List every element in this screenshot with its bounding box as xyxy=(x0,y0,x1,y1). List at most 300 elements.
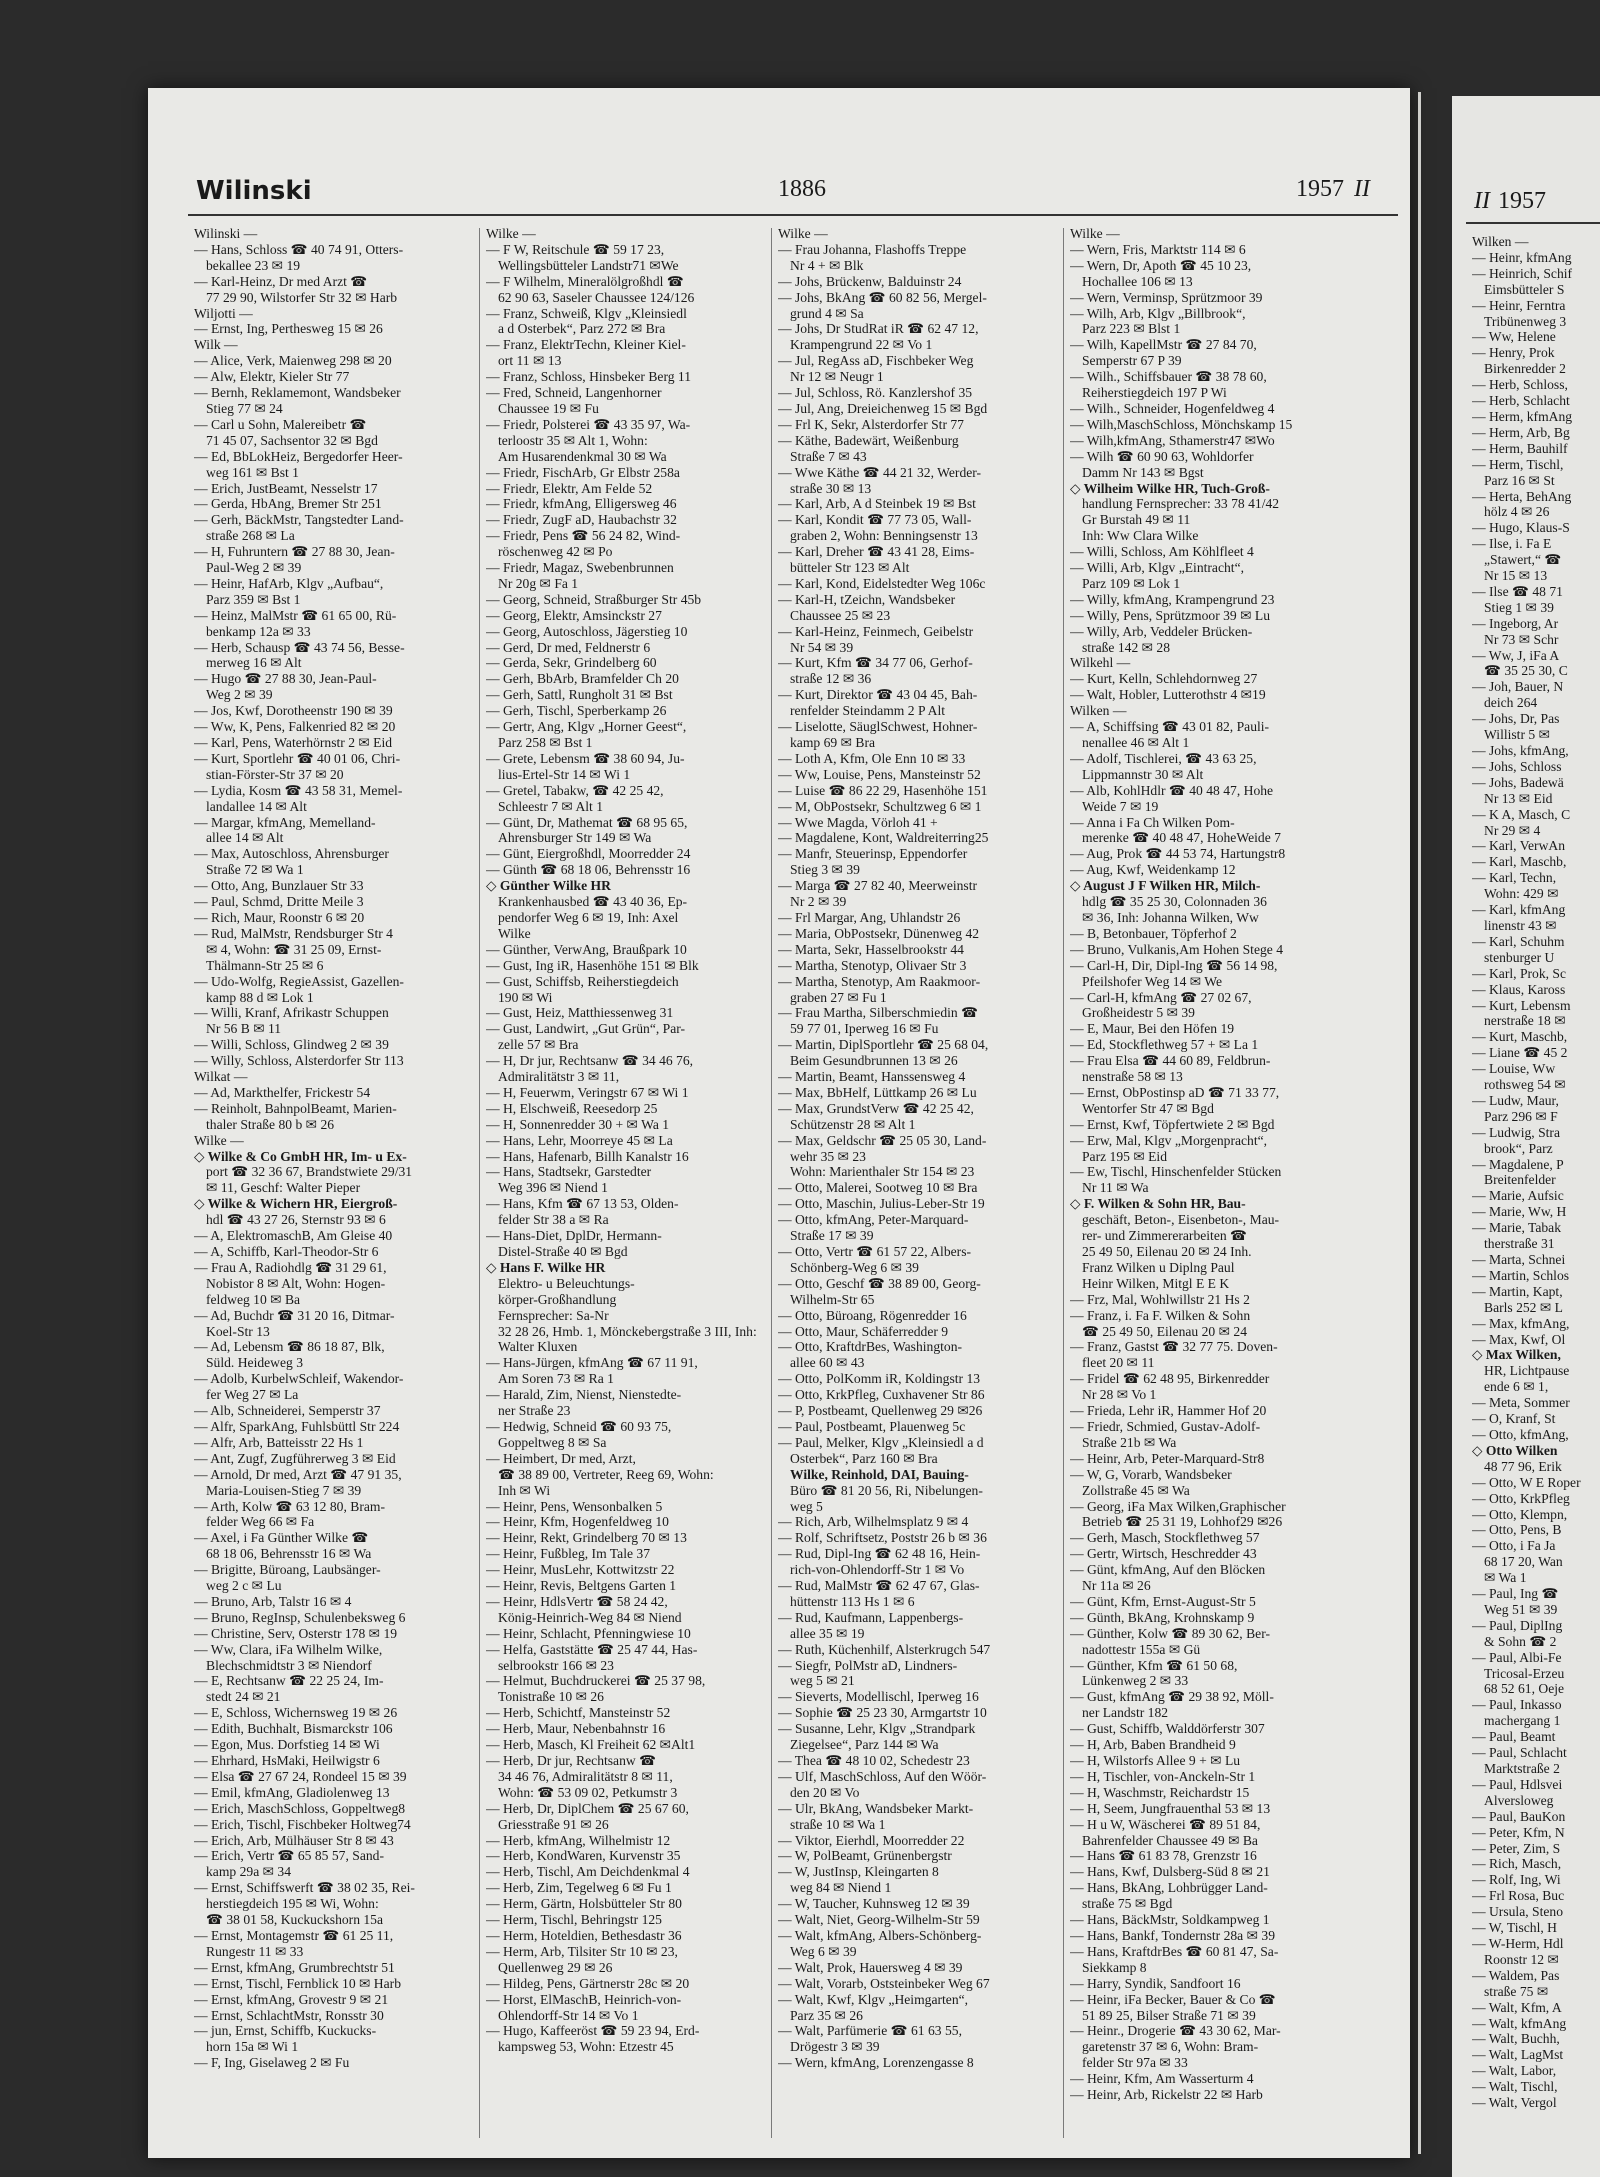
directory-entry-line: Wilkat — xyxy=(194,1069,248,1085)
directory-entry-line: deich 264 xyxy=(1484,695,1538,711)
directory-entry-line: — Paul, Melker, Klgv „Kleinsiedl a d xyxy=(778,1434,984,1450)
directory-entry-line: — Hans, KraftdrBes ☎ 60 81 47, Sa- xyxy=(1070,1943,1279,1959)
directory-entry-line: — Anna i Fa Ch Wilken Pom- xyxy=(1070,814,1235,830)
directory-entry-line: — Otto, kfmAng, Peter-Marquard- xyxy=(778,1212,969,1228)
directory-entry-line: — Walt, Hobler, Lutterothstr 4 ✉19 xyxy=(1070,687,1266,703)
directory-entry-line: Weg 6 ✉ 39 xyxy=(790,1943,857,1959)
directory-entry-line: ☎ 35 25 30, C xyxy=(1484,663,1568,679)
directory-entry-line: — Otto, kfmAng, xyxy=(1472,1426,1569,1442)
directory-entry-line: — K A, Masch, C xyxy=(1472,806,1571,822)
directory-entry-line: weg 161 ✉ Bst 1 xyxy=(206,464,299,480)
directory-entry-line: Stieg 3 ✉ 39 xyxy=(790,862,860,878)
directory-entry-line: Griesstraße 91 ✉ 26 xyxy=(498,1816,609,1832)
directory-entry-line: Wellingsbütteler Landstr71 ✉We xyxy=(498,257,679,273)
directory-entry-line: & Sohn ☎ 2 xyxy=(1484,1633,1557,1649)
directory-entry-line: Fernsprecher: Sa-Nr xyxy=(498,1307,609,1323)
directory-entry-line: ende 6 ✉ 1, xyxy=(1484,1379,1549,1395)
directory-entry-line: — Franz, Gastst ☎ 32 77 75. Doven- xyxy=(1070,1339,1278,1355)
directory-entry-line: — Ludwig, Stra xyxy=(1472,1124,1560,1140)
directory-entry-line: — Hans, Lehr, Moorreye 45 ✉ La xyxy=(486,1132,673,1148)
directory-entry-line: — O, Kranf, St xyxy=(1472,1411,1556,1427)
directory-entry-line: Lünkenweg 2 ✉ 33 xyxy=(1082,1673,1189,1689)
directory-entry-line: — Karl, Prok, Sc xyxy=(1472,965,1567,981)
directory-entry-line: — Paul, BauKon xyxy=(1472,1808,1566,1824)
directory-entry-line: kampsweg 53, Wohn: Etzestr 45 xyxy=(498,2039,674,2055)
directory-entry-line: Heinr Wilken, Mitgl E E K xyxy=(1082,1275,1230,1291)
directory-entry-line: Süld. Heideweg 3 xyxy=(206,1355,304,1371)
directory-entry-line: — Bruno, RegInsp, Schulenbeksweg 6 xyxy=(194,1609,406,1625)
directory-entry-line: therstraße 31 xyxy=(1484,1236,1555,1252)
directory-entry-line: Betrieb ☎ 25 31 19, Lohhof29 ✉26 xyxy=(1082,1514,1283,1530)
directory-entry-line: — Axel, i Fa Günther Wilke ☎ xyxy=(194,1530,369,1546)
directory-entry-line: hdl ☎ 43 27 26, Sternstr 93 ✉ 6 xyxy=(206,1212,386,1228)
directory-entry-line: — Gust, Schiffsb, Reiherstiegdeich xyxy=(486,973,679,989)
directory-entry-line: — H, Fuhruntern ☎ 27 88 30, Jean- xyxy=(194,544,395,560)
directory-entry-line: — Günt, Dr, Mathemat ☎ 68 95 65, xyxy=(486,814,688,830)
directory-entry-line: kamp 29a ✉ 34 xyxy=(206,1864,292,1880)
directory-entry-line: 68 17 20, Wan xyxy=(1484,1554,1563,1570)
directory-entry-line: — Rolf, Schriftsetz, Poststr 26 b ✉ 36 xyxy=(778,1530,987,1546)
directory-entry-line: handlung Fernsprecher: 33 78 41/42 xyxy=(1082,496,1280,512)
directory-entry-line: — Otto, i Fa Ja xyxy=(1472,1538,1556,1554)
directory-entry-line: — Ernst, Montagemstr ☎ 61 25 11, xyxy=(194,1927,394,1943)
directory-entry-line: — Walt, Kfm, A xyxy=(1472,1999,1562,2015)
directory-entry-line: geschäft, Beton-, Eisenbeton-, Mau- xyxy=(1082,1212,1280,1228)
directory-entry-line: Tribünenweg 3 xyxy=(1484,313,1567,329)
directory-entry-line: — Kurt, Kelln, Schlehdornweg 27 xyxy=(1070,671,1258,687)
directory-entry-line: — Gust, Ing iR, Hasenhöhe 151 ✉ Blk xyxy=(486,957,699,973)
directory-entry-line: — Loth A, Kfm, Ole Enn 10 ✉ 33 xyxy=(778,750,966,766)
directory-entry-line: — Friedr, Schmied, Gustav-Adolf- xyxy=(1070,1418,1261,1434)
directory-entry-line: — Alw, Elektr, Kieler Str 77 xyxy=(194,369,350,385)
directory-entry-line: — Hans-Diet, DplDr, Hermann- xyxy=(486,1228,662,1244)
directory-entry-line: — Heinr, Rekt, Grindelberg 70 ✉ 13 xyxy=(486,1530,687,1546)
directory-entry-line: ◇ Günther Wilke HR xyxy=(486,878,611,894)
directory-entry-line: — Heinr, Revis, Beltgens Garten 1 xyxy=(486,1578,677,1594)
directory-entry-line: — Gerh, Sattl, Rungholt 31 ✉ Bst xyxy=(486,687,673,703)
directory-entry-line: nerstraße 18 ✉ xyxy=(1484,1013,1566,1029)
directory-entry-line: — Marga ☎ 27 82 40, Meerweinstr xyxy=(778,878,978,894)
directory-entry-line: Nr 11 ✉ Wa xyxy=(1082,1180,1149,1196)
directory-entry-line: — Adolf, Tischlerei, ☎ 43 63 25, xyxy=(1070,750,1257,766)
directory-entry-line: Am Soren 73 ✉ Ra 1 xyxy=(498,1371,614,1387)
directory-entry-line: — Otto, Pens, B xyxy=(1472,1522,1562,1538)
directory-entry-line: — Otto, Geschf ☎ 38 89 00, Georg- xyxy=(778,1275,981,1291)
directory-entry-line: Zollstraße 45 ✉ Wa xyxy=(1082,1482,1190,1498)
directory-entry-line: — W-Herm, Hdl xyxy=(1472,1935,1564,1951)
directory-entry-line: — Max, GrundstVerw ☎ 42 25 42, xyxy=(778,1100,974,1116)
directory-entry-line: — Karl, Pens, Waterhörnstr 2 ✉ Eid xyxy=(194,735,393,750)
directory-entry-line: — Lydia, Kosm ☎ 43 58 31, Memel- xyxy=(194,782,403,798)
directory-entry-line: — Wern, Verminsp, Sprützmoor 39 xyxy=(1070,289,1263,305)
directory-entry-line: Weg 51 ✉ 39 xyxy=(1484,1601,1558,1617)
directory-entry-line: — Gerh, Tischl, Sperberkamp 26 xyxy=(486,703,667,719)
directory-entry-line: — Johs, kfmAng, xyxy=(1472,743,1569,758)
directory-entry-line: — H, Seem, Jungfrauenthal 53 ✉ 13 xyxy=(1070,1800,1271,1816)
directory-entry-line: landallee 14 ✉ Alt xyxy=(206,798,307,814)
directory-entry-line: — Max, BbHelf, Lüttkamp 26 ✉ Lu xyxy=(778,1084,977,1100)
directory-entry-line: — Brigitte, Büroang, Laubsänger- xyxy=(194,1562,381,1578)
directory-entry-line: ◇ Hans F. Wilke HR xyxy=(486,1259,606,1275)
directory-entry-line: Roonstr 12 ✉ xyxy=(1484,1951,1559,1967)
edition-year: 1957 xyxy=(1296,176,1344,202)
directory-entry-line: Nobistor 8 ✉ Alt, Wohn: Hogen- xyxy=(206,1275,386,1291)
directory-entry-line: — Fridel ☎ 62 48 95, Birkenredder xyxy=(1070,1371,1270,1387)
directory-entry-line: grund 4 ✉ Sa xyxy=(790,305,864,321)
directory-entry-line: Blechschmidtstr 3 ✉ Niendorf xyxy=(206,1657,372,1673)
directory-entry-line: — Hans, Stadtsekr, Garstedter xyxy=(486,1164,652,1180)
header-rule xyxy=(188,214,1398,216)
directory-entry-line: — Otto, Klempn, xyxy=(1472,1506,1568,1522)
directory-entry-line: Hochallee 106 ✉ 13 xyxy=(1082,273,1193,289)
directory-entry-line: — Günt, Kfm, Ernst-August-Str 5 xyxy=(1070,1593,1256,1609)
directory-entry-line: — Gerh, BäckMstr, Tangstedter Land- xyxy=(194,512,404,528)
directory-entry-line: — H, Arb, Baben Brandheid 9 xyxy=(1070,1737,1236,1753)
directory-entry-line: — Willy, kfmAng, Krampengrund 23 xyxy=(1070,591,1275,607)
directory-entry-line: — Alb, Schneiderei, Semperstr 37 xyxy=(194,1403,381,1419)
directory-entry-line: — Hans, Kfm ☎ 67 13 53, Olden- xyxy=(486,1196,679,1212)
directory-entry-line: — Erich, Vertr ☎ 65 85 57, Sand- xyxy=(194,1848,384,1864)
adjacent-header-rule xyxy=(1466,222,1600,224)
directory-entry-line: — Frz, Mal, Wohlwillstr 21 Hs 2 xyxy=(1070,1291,1250,1307)
directory-entry-line: — Paul, Beamt xyxy=(1472,1729,1556,1745)
directory-entry-line: Wentorfer Str 47 ✉ Bgd xyxy=(1082,1100,1214,1116)
directory-entry-line: — Carl u Sohn, Malereibetr ☎ xyxy=(194,416,367,432)
directory-entry-line: — Otto, Maschin, Julius-Leber-Str 19 xyxy=(778,1196,985,1212)
directory-entry-line: ✉ 36, Inh: Johanna Wilken, Ww xyxy=(1082,909,1259,925)
directory-entry-line: stenburger U xyxy=(1484,949,1555,965)
directory-entry-line: Paul-Weg 2 ✉ 39 xyxy=(206,560,302,576)
directory-entry-line: Straße 17 ✉ 39 xyxy=(790,1228,874,1244)
directory-entry-line: — Gerda, Sekr, Grindelberg 60 xyxy=(486,655,657,671)
directory-entry-line: — Gust, kfmAng ☎ 29 38 92, Möll- xyxy=(1070,1689,1274,1705)
directory-entry-line: — Günther, Kolw ☎ 89 30 62, Ber- xyxy=(1070,1625,1270,1641)
directory-entry-line: — Hugo, Klaus-S xyxy=(1472,520,1570,536)
directory-entry-line: — Reinholt, BahnpolBeamt, Marien- xyxy=(194,1100,397,1116)
directory-entry-line: — Max, Kwf, Ol xyxy=(1472,1331,1566,1347)
directory-entry-line: — Karl, Kond, Eidelstedter Weg 106c xyxy=(778,575,986,591)
adjacent-page-header xyxy=(1474,188,1546,215)
directory-entry-line: ◇ Wilheim Wilke HR, Tuch-Groß- xyxy=(1070,480,1270,496)
directory-entry-line: selbrookstr 166 ✉ 23 xyxy=(498,1657,614,1673)
directory-entry-line: — Rolf, Ing, Wi xyxy=(1472,1872,1561,1888)
directory-entry-line: — Herb, Dr jur, Rechtsanw ☎ xyxy=(486,1753,657,1768)
directory-entry-line: — Wwe Käthe ☎ 44 21 32, Werder- xyxy=(778,464,982,480)
directory-entry-line: — Ww, Clara, iFa Wilhelm Wilke, xyxy=(194,1641,383,1657)
directory-entry-line: — Heinr, Schlacht, Pfenningwiese 10 xyxy=(486,1625,691,1641)
directory-entry-line: Weide 7 ✉ 19 xyxy=(1082,798,1159,814)
directory-entry-line: — Ernst, Schiffswerft ☎ 38 02 35, Rei- xyxy=(194,1880,415,1896)
directory-entry-line: graben 2, Wohn: Benningsenstr 13 xyxy=(790,528,978,544)
directory-entry-line: — Gerh, BbArb, Bramfelder Ch 20 xyxy=(486,671,679,687)
directory-entry-line: machergang 1 xyxy=(1484,1713,1561,1729)
directory-entry-line: terloostr 35 ✉ Alt 1, Wohn: xyxy=(498,432,648,448)
directory-entry-line: — Käthe, Badewärt, Weißenburg xyxy=(778,432,959,448)
directory-entry-line: — Heimbert, Dr med, Arzt, xyxy=(486,1450,636,1466)
directory-entry-line: — Frau Johanna, Flashoffs Treppe xyxy=(778,241,967,257)
directory-entry-line: — Rud, MalMstr, Rendsburger Str 4 xyxy=(194,925,393,941)
directory-entry-line: — Heinr, Kfm, Hogenfeldweg 10 xyxy=(486,1514,669,1530)
directory-entry-line: 68 52 61, Oeje xyxy=(1484,1681,1565,1697)
directory-entry-line: 77 29 90, Wilstorfer Str 32 ✉ Harb xyxy=(206,289,398,305)
directory-entry-line: — Alfr, SparkAng, Fuhlsbüttl Str 224 xyxy=(194,1418,400,1434)
directory-entry-line: Parz 195 ✉ Eid xyxy=(1082,1148,1168,1164)
directory-entry-line: — Maria, ObPostsekr, Dünenweg 42 xyxy=(778,925,980,941)
directory-entry-line: 48 77 96, Erik xyxy=(1484,1458,1562,1474)
directory-entry-line: — Adolb, KurbelwSchleif, Wakendor- xyxy=(194,1371,404,1387)
column-2 xyxy=(486,226,766,2146)
directory-entry-line: — Gust, Landwirt, „Gut Grün“, Par- xyxy=(486,1021,686,1037)
directory-entry-line: — Harald, Zim, Nienst, Nienstedte- xyxy=(486,1387,682,1403)
directory-entry-line: — Johs, Dr, Pas xyxy=(1472,711,1560,727)
directory-entry-line: — H, Dr jur, Rechtsanw ☎ 34 46 76, xyxy=(486,1053,694,1069)
directory-entry-line: — Herm, Tischl, xyxy=(1472,456,1564,472)
directory-entry-line: — Marie, Tabak xyxy=(1472,1220,1562,1236)
directory-entry-line: — Ulr, BkAng, Wandsbeker Markt- xyxy=(778,1800,974,1816)
directory-entry-line: rer- und Zimmererarbeiten ☎ xyxy=(1082,1228,1247,1244)
directory-entry-line: — Peter, Zim, S xyxy=(1472,1840,1561,1856)
directory-entry-line: Wilken — xyxy=(1070,703,1127,719)
directory-entry-line: 68 18 06, Behrensstr 16 ✉ Wa xyxy=(206,1546,372,1562)
directory-entry-line: — Karl, VerwAn xyxy=(1472,838,1565,854)
directory-entry-line: — Heinrich, Schif xyxy=(1472,265,1573,281)
directory-entry-line: — Hildeg, Pens, Gärtnerstr 28c ✉ 20 xyxy=(486,1975,690,1991)
directory-entry-line: — Walt, Vorarb, Oststeinbeker Weg 67 xyxy=(778,1975,990,1991)
directory-entry-line: — Willi, Schloss, Glindweg 2 ✉ 39 xyxy=(194,1037,389,1053)
directory-entry-line: — Heinr, HdlsVertr ☎ 58 24 42, xyxy=(486,1593,668,1609)
directory-entry-line: rich-von-Ohlendorff-Str 1 ✉ Vo xyxy=(790,1562,965,1578)
directory-entry-line: — Ursula, Steno xyxy=(1472,1904,1563,1920)
directory-entry-line: straße 12 ✉ 36 xyxy=(790,671,872,687)
directory-entry-line: — Frau A, Radiohdlg ☎ 31 29 61, xyxy=(194,1259,387,1275)
directory-entry-line: Nr 56 B ✉ 11 xyxy=(206,1021,282,1037)
directory-entry-line: — Liane ☎ 45 2 xyxy=(1472,1045,1568,1061)
directory-entry-line: — Erich, Tischl, Fischbeker Holtweg74 xyxy=(194,1816,411,1832)
directory-entry-line: — Gerh, Masch, Stockflethweg 57 xyxy=(1070,1530,1260,1546)
directory-entry-line: ner Straße 23 xyxy=(498,1403,571,1419)
directory-entry-line: — Luise ☎ 86 22 29, Hasenhöhe 151 xyxy=(778,782,988,798)
directory-entry-line: merweg 16 ✉ Alt xyxy=(206,655,302,671)
column-divider xyxy=(479,228,480,2138)
directory-entry-line: — Liselotte, SäuglSchwest, Hohner- xyxy=(778,719,978,735)
directory-entry-line: straße 75 ✉ xyxy=(1484,1983,1549,1999)
directory-entry-line: pendorfer Weg 6 ✉ 19, Inh: Axel xyxy=(498,909,679,925)
directory-entry-line: — Emil, kfmAng, Gladiolenweg 13 xyxy=(194,1784,390,1800)
directory-entry-line: — Wilh., Schiffsbauer ☎ 38 78 60, xyxy=(1070,369,1267,385)
directory-entry-line: — A, Schiffsing ☎ 43 01 82, Pauli- xyxy=(1070,719,1270,735)
directory-entry-line: — Gerd, Dr med, Feldnerstr 6 xyxy=(486,639,651,655)
directory-entry-line: — Heinr, Kfm, Am Wasserturm 4 xyxy=(1070,2071,1254,2087)
directory-entry-line: — Marta, Schnei xyxy=(1472,1252,1566,1267)
directory-entry-line: Inh ✉ Wi xyxy=(498,1482,551,1498)
directory-entry-line: — Gust, Schiffb, Walddörferstr 307 xyxy=(1070,1721,1265,1737)
directory-entry-line: — Franz, Schweiß, Klgv „Kleinsiedl xyxy=(486,305,687,321)
directory-entry-line: — Herb, Tischl, Am Deichdenkmal 4 xyxy=(486,1864,690,1880)
directory-entry-line: Parz 359 ✉ Bst 1 xyxy=(206,591,301,607)
directory-entry-line: — Fred, Schneid, Langenhorner xyxy=(486,385,662,401)
directory-entry-line: — Herb, Maur, Nebenbahnstr 16 xyxy=(486,1721,666,1737)
directory-entry-line: — Herb, Masch, Kl Freiheit 62 ✉Alt1 xyxy=(486,1737,696,1753)
directory-entry-line: kamp 69 ✉ Bra xyxy=(790,735,876,750)
directory-entry-line: Chaussee 25 ✉ 23 xyxy=(790,607,891,623)
directory-entry-line: renfelder Steindamm 2 P Alt xyxy=(790,703,946,719)
directory-entry-line: — Walt, Buchh, xyxy=(1472,2031,1560,2047)
volume-number: II xyxy=(1354,176,1370,202)
directory-entry-line: — Wilh,kfmAng, Sthamerstr47 ✉Wo xyxy=(1070,432,1275,448)
directory-entry-line: — F Wilhelm, Mineralölgroßhdl ☎ xyxy=(486,273,684,289)
directory-entry-line: linenstr 43 ✉ xyxy=(1484,917,1557,933)
directory-entry-line: — Egon, Mus. Dorfstieg 14 ✉ Wi xyxy=(194,1737,380,1753)
directory-entry-line: körper-Großhandlung xyxy=(498,1291,617,1307)
directory-entry-line: — Heinr., Drogerie ☎ 43 30 62, Mar- xyxy=(1070,2023,1281,2039)
adjacent-edition-year: 1957 xyxy=(1497,188,1546,214)
directory-entry-line: zelle 57 ✉ Bra xyxy=(498,1037,579,1053)
directory-entry-line: Damm Nr 143 ✉ Bgst xyxy=(1082,464,1204,480)
directory-entry-line: König-Heinrich-Weg 84 ✉ Niend xyxy=(498,1609,682,1625)
directory-entry-line: — Bernh, Reklamemont, Wandsbeker xyxy=(194,385,401,401)
directory-entry-line: — Willi, Arb, Klgv „Eintracht“, xyxy=(1070,560,1244,576)
directory-entry-line: — Arnold, Dr med, Arzt ☎ 47 91 35, xyxy=(194,1466,402,1482)
directory-entry-line: — Walt, Tischl, xyxy=(1472,2079,1558,2095)
directory-entry-line: Wilke xyxy=(498,925,531,941)
directory-entry-line: — Waldem, Pas xyxy=(1472,1967,1560,1983)
directory-entry-line: Krankenhausbed ☎ 43 40 36, Ep- xyxy=(498,894,688,910)
directory-entry-line: lius-Ertel-Str 14 ✉ Wi 1 xyxy=(498,766,631,782)
directory-entry-line: 59 77 01, Iperweg 16 ✉ Fu xyxy=(790,1021,939,1037)
directory-entry-line: — Johs, Dr StudRat iR ☎ 62 47 12, xyxy=(778,321,979,337)
directory-entry-line: — Alfr, Arb, Batteisstr 22 Hs 1 xyxy=(194,1434,364,1450)
directory-entry-line: — Hans, BäckMstr, Soldkampweg 1 xyxy=(1070,1912,1270,1928)
directory-entry-line: — Georg, Autoschloss, Jägerstieg 10 xyxy=(486,623,688,639)
directory-entry-line: ◇ Wilke & Co GmbH HR, Im- u Ex- xyxy=(194,1148,407,1164)
directory-entry-line: Maria-Louisen-Stieg 7 ✉ 39 xyxy=(206,1482,362,1498)
directory-entry-line: Bahrenfelder Chaussee 49 ✉ Ba xyxy=(1082,1832,1258,1848)
directory-entry-line: — Heinr, Arb, Rickelstr 22 ✉ Harb xyxy=(1070,2087,1263,2103)
directory-entry-line: — Ww, Helene xyxy=(1472,329,1556,345)
directory-entry-line: — Erich, JustBeamt, Nesselstr 17 xyxy=(194,480,378,496)
directory-entry-line: — Viktor, Eierhdl, Moorredder 22 xyxy=(778,1832,965,1848)
directory-entry-line: — Erich, Arb, Mülhäuser Str 8 ✉ 43 xyxy=(194,1832,394,1848)
directory-entry-line: — Jos, Kwf, Dorotheenstr 190 ✉ 39 xyxy=(194,703,393,719)
directory-entry-line: — Otto, W E Roper xyxy=(1472,1474,1581,1490)
directory-entry-line: — Wern, kfmAng, Lorenzengasse 8 xyxy=(778,2055,974,2071)
directory-entry-line: — Erw, Mal, Klgv „Morgenpracht“, xyxy=(1070,1132,1268,1148)
directory-entry-line: — Wilh,MaschSchloss, Mönchskamp 15 xyxy=(1070,416,1293,432)
directory-entry-line: Tonistraße 10 ✉ 26 xyxy=(498,1689,604,1705)
directory-entry-line: — Karl-Heinz, Feinmech, Geibelstr xyxy=(778,623,974,639)
directory-entry-line: Koel-Str 13 xyxy=(206,1323,270,1339)
directory-entry-line: — Manfr, Steuerinsp, Eppendorfer xyxy=(778,846,968,862)
directory-entry-line: straße 10 ✉ Wa 1 xyxy=(790,1816,886,1832)
directory-entry-line: ◇ F. Wilken & Sohn HR, Bau- xyxy=(1070,1196,1246,1212)
directory-entry-line: — Heinr, Fußbleg, Im Tale 37 xyxy=(486,1546,650,1562)
directory-entry-line: — Wilh., Schneider, Hogenfeldweg 4 xyxy=(1070,400,1275,416)
directory-entry-line: — Friedr, FischArb, Gr Elbstr 258a xyxy=(486,464,680,480)
directory-entry-line: Elektro- u Beleuchtungs- xyxy=(498,1275,635,1291)
directory-entry-line: ◇ August J F Wilken HR, Milch- xyxy=(1070,878,1261,894)
directory-entry-line: — Paul, Albi-Fe xyxy=(1472,1649,1562,1665)
directory-entry-line: Wohn: ☎ 53 09 02, Petkumstr 3 xyxy=(498,1784,678,1800)
directory-entry-line: — Gust, Heiz, Matthiessenweg 31 xyxy=(486,1005,674,1021)
directory-entry-line: — Jul, RegAss aD, Fischbeker Weg xyxy=(778,353,974,369)
directory-entry-line: — Ed, BbLokHeiz, Bergedorfer Heer- xyxy=(194,448,403,464)
directory-entry-line: — Heinr, kfmAng xyxy=(1472,249,1572,265)
directory-entry-line: — Karl, Techn, xyxy=(1472,870,1557,886)
directory-entry-line: Osterbek“, Parz 160 ✉ Bra xyxy=(790,1450,938,1466)
directory-entry-line: Krampengrund 22 ✉ Vo 1 xyxy=(790,337,933,353)
directory-entry-line: — Rud, Dipl-Ing ☎ 62 48 16, Hein- xyxy=(778,1546,981,1562)
directory-entry-line: — Martin, Kapt, xyxy=(1472,1283,1563,1299)
directory-entry-line: thaler Straße 80 b ✉ 26 xyxy=(206,1116,335,1132)
directory-entry-line: ◇ Otto Wilken xyxy=(1472,1442,1558,1458)
directory-entry-line: Gr Burstah 49 ✉ 11 xyxy=(1082,512,1191,528)
directory-entry-line: — Karl, Maschb, xyxy=(1472,854,1567,870)
directory-entry-line: — Walt, kfmAng, Albers-Schönberg- xyxy=(778,1927,982,1943)
directory-entry-line: — Walt, kfmAng xyxy=(1472,2015,1567,2031)
page-edge xyxy=(1418,92,1421,2154)
directory-entry-line: — Hans, Hafenarb, Billh Kanalstr 16 xyxy=(486,1148,689,1164)
directory-entry-line: — Günt, kfmAng, Auf den Blöcken xyxy=(1070,1562,1266,1578)
directory-entry-line: — Kurt, Maschb, xyxy=(1472,1029,1568,1045)
directory-entry-line: — Georg, Elektr, Amsinckstr 27 xyxy=(486,607,662,623)
directory-entry-line: — Ernst, kfmAng, Grovestr 9 ✉ 21 xyxy=(194,1991,389,2007)
directory-entry-line: Wilken — xyxy=(1472,234,1529,249)
directory-entry-line: benkamp 12a ✉ 33 xyxy=(206,623,311,639)
column-4 xyxy=(1070,226,1350,2146)
directory-entry-line: — Paul, DiplIng xyxy=(1472,1617,1563,1633)
directory-entry-line: — Otto, Büroang, Rögenredder 16 xyxy=(778,1307,967,1323)
directory-entry-line: — Aug, Kwf, Weidenkamp 12 xyxy=(1070,862,1236,878)
directory-entry-line: Büro ☎ 81 20 56, Ri, Nibelungen- xyxy=(790,1482,983,1498)
directory-entry-line: — Friedr, Elektr, Am Felde 52 xyxy=(486,480,653,496)
directory-entry-line: Wilke — xyxy=(194,1132,244,1148)
directory-entry-line: Wilhelm-Str 65 xyxy=(790,1291,875,1307)
directory-entry-line: ✉ 4, Wohn: ☎ 31 25 09, Ernst- xyxy=(206,941,382,957)
adjacent-volume-number: II xyxy=(1474,188,1490,214)
directory-entry-line: Straße 72 ✉ Wa 1 xyxy=(206,862,304,878)
directory-entry-line: Ohlendorff-Str 14 ✉ Vo 1 xyxy=(498,2007,639,2023)
directory-entry-line: — Rud, Kaufmann, Lappenbergs- xyxy=(778,1609,964,1625)
edition-label xyxy=(1296,176,1370,203)
directory-entry-line: — W, Taucher, Kuhnsweg 12 ✉ 39 xyxy=(778,1896,970,1912)
directory-entry-line: Marktstraße 2 xyxy=(1484,1761,1560,1776)
directory-entry-line: — Aug, Prok ☎ 44 53 74, Hartungstr8 xyxy=(1070,846,1286,862)
directory-entry-line: Parz 258 ✉ Bst 1 xyxy=(498,735,593,750)
page-number: 1886 xyxy=(778,176,826,202)
directory-entry-line: — Max, Autoschloss, Ahrensburger xyxy=(194,846,389,862)
directory-entry-line: — Wern, Dr, Apoth ☎ 45 10 23, xyxy=(1070,257,1252,273)
directory-entry-line: — Rich, Arb, Wilhelmsplatz 9 ✉ 4 xyxy=(778,1514,969,1530)
directory-entry-line: 51 89 25, Bilser Straße 71 ✉ 39 xyxy=(1082,2007,1256,2023)
directory-entry-line: — Kurt, Kfm ☎ 34 77 06, Gerhof- xyxy=(778,655,973,671)
directory-entry-line: — Hedwig, Schneid ☎ 60 93 75, xyxy=(486,1418,672,1434)
directory-entry-line: — A, Schiffb, Karl-Theodor-Str 6 xyxy=(194,1244,379,1259)
directory-entry-line: Straße 21b ✉ Wa xyxy=(1082,1434,1177,1450)
directory-entry-line: — Heinr, MusLehr, Kottwitzstr 22 xyxy=(486,1562,675,1578)
directory-entry-line: allee 14 ✉ Alt xyxy=(206,830,284,846)
directory-entry-line: — Herb, Schlacht xyxy=(1472,393,1570,409)
directory-entry-line: Willistr 5 ✉ xyxy=(1484,727,1550,743)
directory-entry-line: — Georg, iFa Max Wilken,Graphischer xyxy=(1070,1498,1286,1514)
directory-entry-line: — Herm, Bauhilf xyxy=(1472,440,1568,456)
column-divider xyxy=(1063,228,1064,2138)
directory-entry-line: Nr 11a ✉ 26 xyxy=(1082,1578,1151,1594)
directory-entry-line: — Christine, Serv, Osterstr 178 ✉ 19 xyxy=(194,1625,398,1641)
directory-entry-line: hölz 4 ✉ 26 xyxy=(1484,504,1550,520)
directory-entry-line: 190 ✉ Wi xyxy=(498,989,553,1005)
directory-entry-line: — Ed, Stockflethweg 57 + ✉ La 1 xyxy=(1070,1037,1259,1053)
directory-entry-line: straße 75 ✉ Bgd xyxy=(1082,1896,1173,1912)
